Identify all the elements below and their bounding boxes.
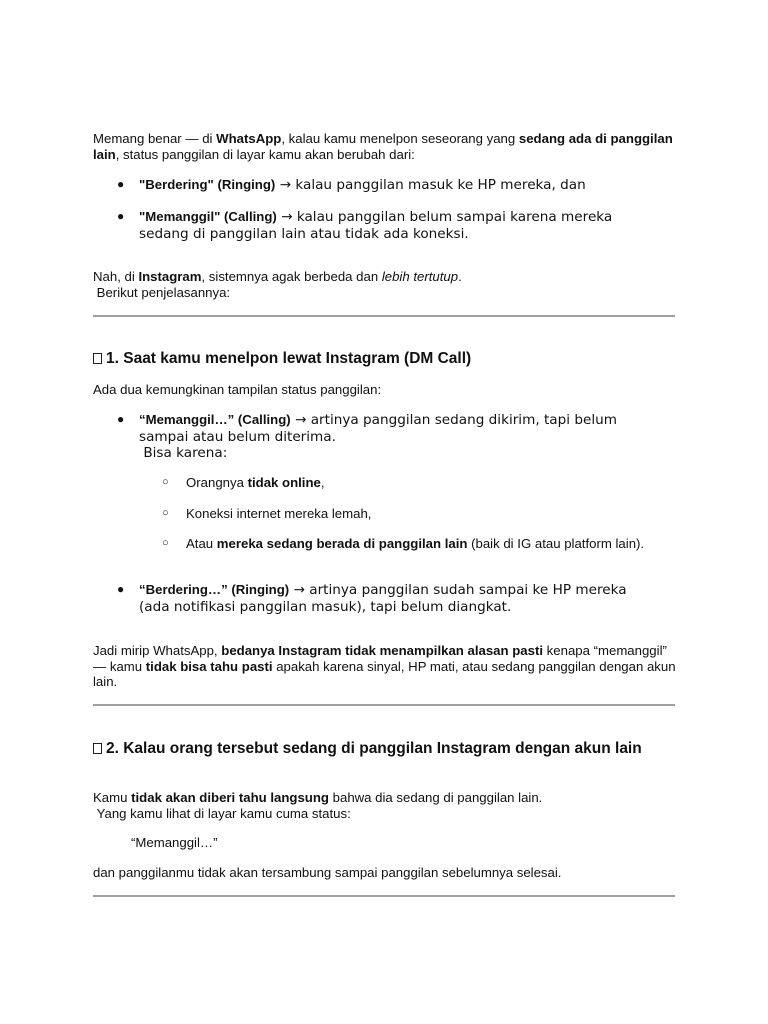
sub-list-item: ○ Atau mereka sedang berada di panggilan lain (baik di IG atau platform lain). [162,536,645,551]
sub-list-item: ○ Koneksi internet mereka lemah, [162,506,372,521]
bullet-icon: ● [117,582,125,596]
list-item: ● "Memanggil" (Calling) → kalau panggilan belum sampai karena mereka sedang di panggilan lain atau tidak ada koneksi. [117,209,613,242]
bullet-icon: ● [117,177,125,191]
divider [93,704,675,706]
bullet-icon: ● [117,209,125,223]
circle-bullet-icon: ○ [162,537,169,549]
divider [93,895,675,897]
list-item: ● “Berdering…” (Ringing) → artinya panggilan sudah sampai ke HP mereka (ada notifikasi panggilan masuk), tapi belum diangkat. [117,582,627,615]
section-2-closing: dan panggilanmu tidak akan tersambung sampai panggilan sebelumnya selesai. [93,865,562,880]
intro-paragraph: Memang benar — di WhatsApp, kalau kamu menelpon seseorang yang sedang ada di panggilan lain, status panggilan di layar kamu akan berubah dari: [93,131,673,162]
list-item: ● “Memanggil…” (Calling) → artinya panggilan sedang dikirim, tapi belum sampai atau belum diterima. Bisa karena: [117,412,617,461]
section-2-heading: 2. Kalau orang tersebut sedang di panggilan Instagram dengan akun lain [93,740,677,758]
section-2-paragraph: Kamu tidak akan diberi tahu langsung bahwa dia sedang di panggilan lain. Yang kamu lihat di layar kamu cuma status: [93,790,543,821]
section-1-heading: 1. Saat kamu menelpon lewat Instagram (DM Call) [93,350,677,368]
section-1-conclusion: Jadi mirip WhatsApp, bedanya Instagram tidak menampilkan alasan pasti kenapa “memanggil” — kamu tidak bisa tahu pasti apakah karena sinyal, HP mati, atau sedang panggilan dengan akun lain. [93,643,676,689]
circle-bullet-icon: ○ [162,476,169,488]
instagram-intro-paragraph: Nah, di Instagram, sistemnya agak berbeda dan lebih tertutup. Berikut penjelasannya: [93,269,462,300]
bullet-icon: ● [117,412,125,426]
divider [93,315,675,317]
checkbox-glyph-icon [93,743,102,754]
section-1-lead: Ada dua kemungkinan tampilan status panggilan: [93,382,382,397]
circle-bullet-icon: ○ [162,507,169,519]
list-item: ● "Berdering" (Ringing) → kalau panggilan masuk ke HP mereka, dan [117,177,586,193]
checkbox-glyph-icon [93,353,102,364]
sub-list-item: ○ Orangnya tidak online, [162,475,325,490]
status-quote: “Memanggil…” [131,835,218,850]
